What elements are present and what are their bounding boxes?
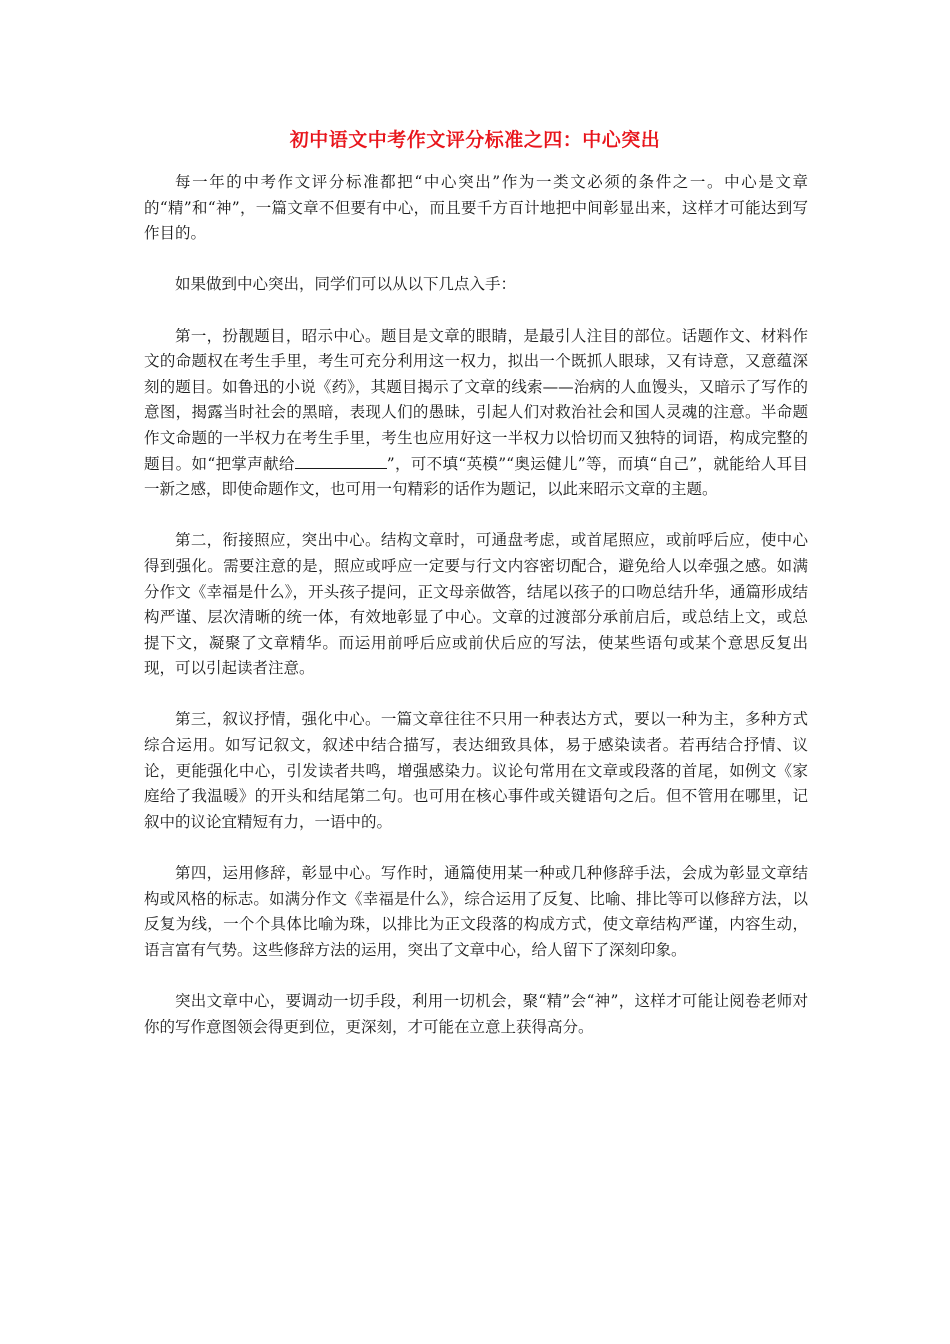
document-body [144,170,808,1040]
paragraph-point-two: 第二，衔接照应，突出中心。结构文章时，可通盘考虑，或首尾照应，或前呼后应，使中心得到强化。需要注意的是，照应或呼应一定要与行文内容密切配合，避免给人以牵强之感。如满分作文《幸福是什么》，开头孩子提问，正文母亲做答，结尾以孩子的口吻总结升华，通篇形成结构严谨、层次清晰的统一体，有效地彰显了中心。文章的过渡部分承前启后，或总结上文，或总提下文，凝聚了文章精华。而运用前呼后应或前伏后应的写法，使某些语句或某个意思反复出现，可以引起读者注意。 [144,531,808,678]
paragraph-point-three: 第三，叙议抒情，强化中心。一篇文章往往不只用一种表达方式，要以一种为主，多种方式综合运用。如写记叙文，叙述中结合描写，表达细致具体，易于感染读者。若再结合抒情、议论，更能强化中心，引发读者共鸣，增强感染力。议论句常用在文章或段落的首尾，如例文《家庭给了我温暖》的开头和结尾第二句。也可用在核心事件或关键语句之后。但不管用在哪里，记叙中的议论宜精短有力，一语中的。 [144,710,808,831]
paragraph-lead-in: 如果做到中心突出，同学们可以从以下几点入手： [175,275,517,294]
paragraph-point-one-part-a: 第一，扮靓题目，昭示中心。题目是文章的眼睛，是最引人注目的部位。话题作文、材料作文的命题权在考生手里，考生可充分利用这一权力，拟出一个既抓人眼球，又有诗意，又意蕴深刻的题目。如鲁迅的小说《药》，其题目揭示了文章的线索——治病的人血馒头，又暗示了写作的意图，揭露当时社会的黑暗，表现人们的愚昧，引起人们对救治社会和国人灵魂的注意。半命题作文命题的一半权力在考生手里，考生也应用好这一半权力以恰切而又独特的词语，构成完整的题目。如“把掌声献给 [144,326,808,473]
paragraph-conclusion: 突出文章中心，要调动一切手段，利用一切机会，聚“精”会“神”，这样才可能让阅卷老师对你的写作意图领会得更到位，更深刻，才可能在立意上获得高分。 [144,992,808,1036]
document-title: 初中语文中考作文评分标准之四：中心突出 [289,129,661,151]
paragraph-point-four: 第四，运用修辞，彰显中心。写作时，通篇使用某一种或几种修辞手法，会成为彰显文章结构或风格的标志。如满分作文《幸福是什么》，综合运用了反复、比喻、排比等可以修辞方法，以反复为线，一个个具体比喻为珠，以排比为正文段落的构成方式，使文章结构严谨，内容生动，语言富有气势。这些修辞方法的运用，突出了文章中心，给人留下了深刻印象。 [144,864,808,959]
fill-in-blank [295,454,387,469]
paragraph-intro: 每一年的中考作文评分标准都把“中心突出”作为一类文必须的条件之一。中心是文章的“精”和“神”，一篇文章不但要有中心，而且要千方百计地把中间彰显出来，这样才可能达到写作目的。 [144,173,808,243]
paragraph-point-one [144,324,808,503]
paragraph-point-one-part-b: ”，可不填“英模”“奥运健儿”等，而填“自己”，就能给人耳目一新之感，即使命题作文，也可用一句精彩的话作为题记，以此来昭示文章的主题。 [144,454,808,499]
